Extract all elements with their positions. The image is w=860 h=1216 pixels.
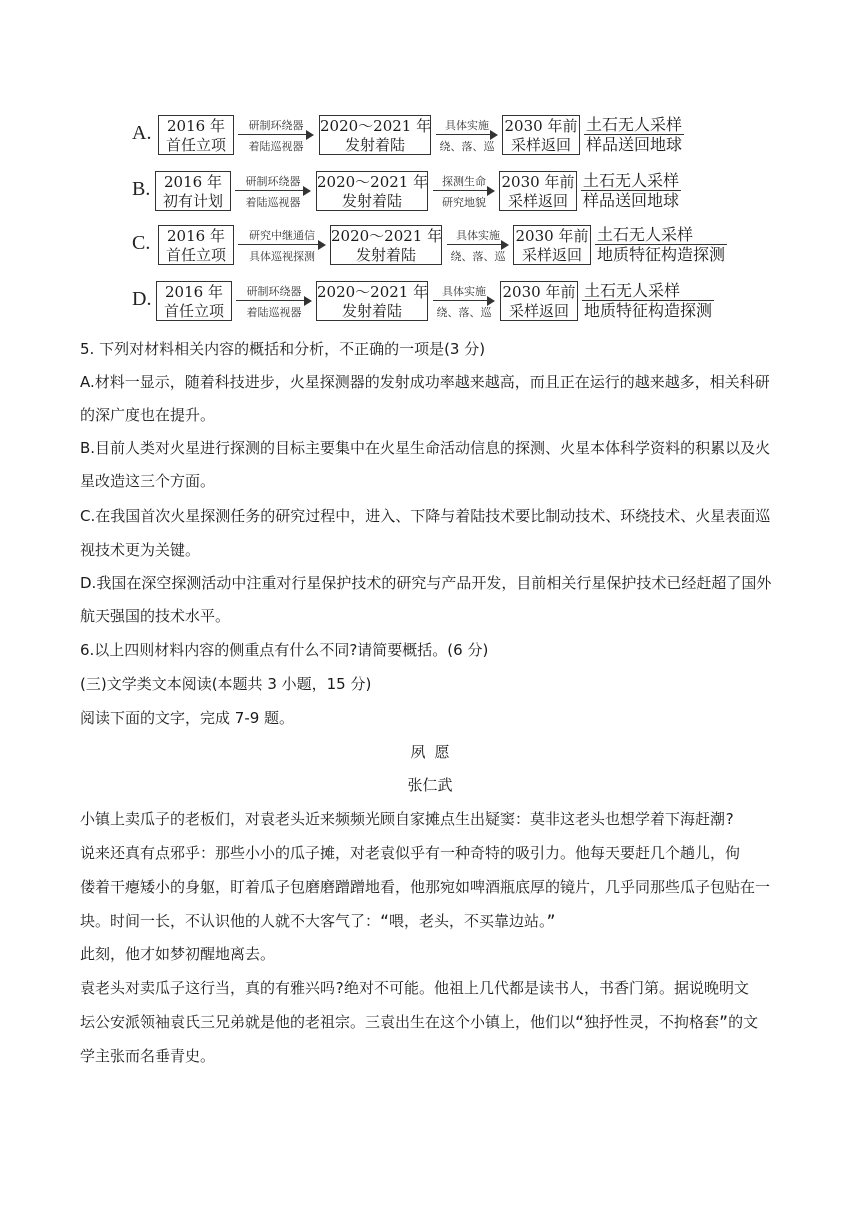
arrow-shaft	[433, 300, 489, 301]
flow-box-start	[158, 225, 234, 265]
flow-box-launch	[319, 115, 431, 155]
story-author: 张仁武	[407, 776, 453, 794]
arrow-label-bottom: 着陆巡视器	[248, 140, 304, 153]
flow-arrow	[431, 170, 497, 212]
story-paragraph-line: 袁老头对卖瓜子这行当，真的有雅兴吗?绝对不可能。他祖上几代都是读书人，书香门第。据说晚明文	[80, 979, 750, 997]
arrow-shaft	[436, 134, 492, 135]
arrow-label-bottom: 着陆巡视器	[245, 196, 301, 209]
arrow-shaft	[235, 190, 305, 191]
story-paragraph-line: 小镇上卖瓜子的老板们，对袁老头近来频频光顾自家摊点生出疑窦：莫非这老头也想学着下海赶潮?	[80, 810, 735, 828]
arrow-label-top: 具体实施	[445, 119, 489, 132]
flow-arrow	[234, 280, 314, 322]
flow-box-line: 采样返回	[521, 246, 582, 264]
choice-c-line: 视技术更为关键。	[80, 541, 201, 559]
flow-result	[581, 171, 681, 210]
flow-result	[582, 281, 714, 320]
flow-box-line: 2030 年前	[515, 227, 589, 245]
flow-box-line: 发射着陆	[355, 246, 416, 264]
flow-box-launch	[330, 225, 442, 265]
flow-box-line: 2030 年前	[501, 173, 575, 191]
story-paragraph-line: 说来还真有点邪乎：那些小小的瓜子摊，对老袁似乎有一种奇特的吸引力。他每天要赶几个趟儿，佝	[80, 844, 741, 862]
flow-box-start	[155, 171, 231, 211]
option-letter: B.	[132, 178, 151, 200]
story-title: 夙 愿	[410, 743, 450, 761]
choice-d-line: 航天强国的技术水平。	[80, 607, 231, 625]
choice-c-line: C.在我国首次火星探测任务的研究过程中，进入、下降与着陆技术要比制动技术、环绕技术、火星表面巡	[80, 507, 771, 525]
option-row-d	[132, 280, 752, 324]
flow-arrow	[431, 280, 497, 322]
flow-box-line: 首任立项	[163, 302, 224, 320]
story-paragraph-line: 坛公安派领袖袁氏三兄弟就是他的老祖宗。三袁出生在这个小镇上，他们以“独抒性灵，不拘格套”的文	[80, 1013, 759, 1031]
flow-box-line: 采样返回	[507, 192, 568, 210]
result-line: 样品送回地球	[586, 135, 683, 154]
flow-box-line: 首任立项	[165, 246, 226, 264]
arrow-shaft	[433, 190, 489, 191]
question-6: 6.以上四则材料内容的侧重点有什么不同?请简要概括。(6 分)	[80, 641, 489, 659]
flow-box-return	[502, 115, 580, 155]
flow-box-start	[156, 281, 232, 321]
arrow-shaft	[447, 244, 503, 245]
flow-box-launch	[316, 281, 428, 321]
option-row-a	[132, 114, 752, 158]
result-line: 样品送回地球	[583, 191, 680, 210]
story-paragraph-line: 学主张而名垂青史。	[80, 1047, 216, 1065]
flow-box-return	[500, 281, 578, 321]
arrow-label-top: 具体实施	[442, 285, 486, 298]
flow-box-line: 2020～2021 年	[317, 283, 429, 301]
story-paragraph-line: 偻着干瘪矮小的身躯，盯着瓜子包磨磨蹭蹭地看，他那宛如啤酒瓶底厚的镜片，几乎同那些瓜子包贴在一	[80, 878, 771, 896]
flow-box-line: 采样返回	[508, 302, 569, 320]
arrow-label-bottom: 研究地貌	[442, 196, 486, 209]
arrow-label-bottom: 具体巡视探测	[249, 250, 315, 263]
flow-box-line: 2020～2021 年	[317, 173, 429, 191]
flow-result	[595, 225, 727, 264]
choice-a-line: A.材料一显示，随着科技进步，火星探测器的发射成功率越来越高，而且正在运行的越来越多，相关科研	[80, 373, 770, 391]
flow-result	[584, 115, 684, 154]
flow-box-line: 2016 年	[167, 227, 225, 245]
reading-instruction: 阅读下面的文字，完成 7-9 题。	[80, 709, 295, 727]
flow-box-line: 2030 年前	[504, 117, 578, 135]
question-5-stem: 5. 下列对材料相关内容的概括和分析，不正确的一项是(3 分)	[80, 340, 486, 358]
arrow-label-top: 研究中继通信	[249, 229, 315, 242]
flow-arrow	[236, 114, 316, 156]
flow-box-line: 2020～2021 年	[331, 227, 443, 245]
option-letter: C.	[132, 232, 151, 254]
flow-box-line: 采样返回	[510, 136, 571, 154]
flow-box-return	[499, 171, 577, 211]
flow-box-line: 发射着陆	[341, 302, 402, 320]
flow-box-line: 初有计划	[162, 192, 223, 210]
flow-box-line: 首任立项	[165, 136, 226, 154]
option-letter: A.	[132, 122, 152, 144]
option-letter: D.	[132, 288, 152, 310]
result-line: 土石无人采样	[586, 115, 683, 134]
arrow-label-top: 研制环绕器	[246, 285, 302, 298]
flow-box-line: 发射着陆	[344, 136, 405, 154]
arrow-label-bottom: 绕、落、巡	[450, 250, 506, 263]
arrow-shaft	[236, 300, 306, 301]
result-line: 地质特征构造探测	[584, 301, 713, 320]
arrow-label-bottom: 绕、落、巡	[436, 306, 492, 319]
arrow-label-bottom: 绕、落、巡	[439, 140, 495, 153]
arrow-label-bottom: 着陆巡视器	[246, 306, 302, 319]
flow-box-launch	[316, 171, 428, 211]
flow-box-line: 2016 年	[164, 173, 222, 191]
flow-box-line: 发射着陆	[341, 192, 402, 210]
section-heading: (三)文学类文本阅读(本题共 3 小题，15 分)	[80, 675, 372, 693]
choice-d-line: D.我国在深空探测活动中注重对行星保护技术的研究与产品开发，目前相关行星保护技术已经赶超了国外	[80, 574, 772, 592]
arrow-label-top: 探测生命	[442, 175, 486, 188]
story-paragraph-line: 此刻，他才如梦初醒地离去。	[80, 945, 276, 963]
flow-arrow	[445, 224, 511, 266]
flow-box-start	[158, 115, 234, 155]
flow-box-line: 2016 年	[165, 283, 223, 301]
choice-b-line: B.目前人类对火星进行探测的目标主要集中在火星生命活动信息的探测、火星本体科学资料的积累以及火	[80, 439, 771, 457]
choice-a-line: 的深广度也在提升。	[80, 406, 216, 424]
result-line: 土石无人采样	[583, 171, 680, 190]
arrow-label-top: 研制环绕器	[248, 119, 304, 132]
arrow-label-top: 研制环绕器	[245, 175, 301, 188]
flow-box-line: 2020～2021 年	[320, 117, 432, 135]
arrow-shaft	[238, 134, 308, 135]
flow-box-return	[513, 225, 591, 265]
option-row-c	[132, 224, 752, 268]
flow-arrow	[233, 170, 313, 212]
result-line: 地质特征构造探测	[597, 245, 726, 264]
arrow-label-top: 具体实施	[456, 229, 500, 242]
option-row-b	[132, 170, 752, 214]
result-line: 土石无人采样	[582, 281, 714, 301]
flow-arrow	[434, 114, 500, 156]
flow-box-line: 2030 年前	[502, 283, 576, 301]
flow-arrow	[236, 224, 328, 266]
result-line: 土石无人采样	[595, 225, 727, 245]
flow-box-line: 2016 年	[167, 117, 225, 135]
story-paragraph-line: 块。时间一长，不认识他的人就不大客气了：“喂，老头，不买靠边站。”	[80, 912, 556, 930]
arrow-shaft	[238, 244, 320, 245]
choice-b-line: 星改造这三个方面。	[80, 472, 216, 490]
